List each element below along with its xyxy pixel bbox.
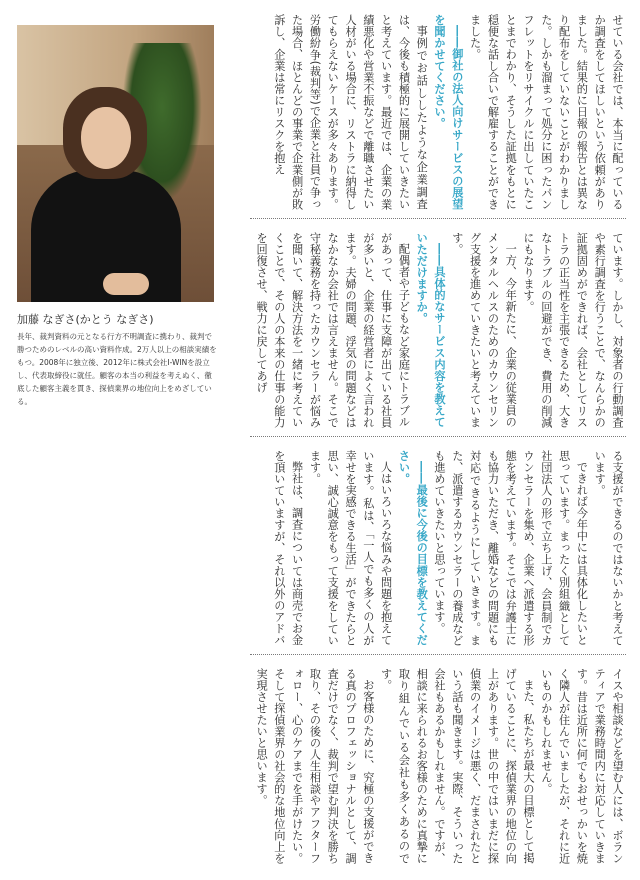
band-separator — [250, 436, 626, 437]
band-separator — [250, 218, 626, 219]
paragraph: 人はいろいろな悩みや問題を抱えています。私は、「一人でも多くの人が幸せを実感できる生活」ができたらと思い、誠心誠意をもって支援をしています。 — [308, 450, 393, 646]
section-heading: ――具体的なサービス内容を教えていただけますか。 — [415, 232, 447, 428]
text-band-3 — [250, 450, 626, 646]
text-band-4 — [250, 668, 626, 864]
paragraph: また、私たちが最大の目標として掲げていることに、探偵業界の地位の向上があります。世の中ではいまだに探偵業のイメージは悪く、だまされたという話も聞きます。実際、そういった会社もあるかもしれません。ですが、相談に来られるお客様のために真摯に取り組んでいる会社も多くあるのです。 — [379, 668, 536, 864]
vertical-text-block — [250, 14, 626, 210]
portrait-photo — [17, 25, 214, 302]
section-heading: ――最後に今後の目標を教えてください。 — [397, 450, 429, 646]
text-band-1 — [250, 14, 626, 210]
photo-person-face — [81, 107, 131, 169]
paragraph: 弊社は、調査については商売でお金を頂いていますが、それ以外のアドバ — [272, 450, 304, 646]
paragraph: 一方、今年新たに、企業の従業員のメンタルヘルスのためのカウンセリング支援を進めていきたいと考えています。 — [450, 232, 518, 428]
paragraph: イスや相談などを望む人には、ボランティアで業務時間内に対応していきます。昔は近所に何でもおせっかいを焼く隣人が住んでいましたが、それに近いものかもしれません。 — [539, 668, 624, 864]
text-band-2 — [250, 232, 626, 428]
paragraph: ています。しかし、対象者の行動調査や素行調査を行うことで、なんらかの証拠固めができれば、会社としてリストラの正当性を主張できるため、大きなトラブルの回避ができ、費用の削減にもなります。 — [522, 232, 624, 428]
section-heading: ――御社の法人向けサービスの展望を聞かせてください。 — [433, 14, 464, 210]
paragraph: 事例でお話ししたような企業調査は、今後も積極的に展開していきたいと考えています。最近では、企業の業績悪化や営業不振などで離職させたい人材がいる場合に、リストラに納得してもらえないケースが多々あります。労働紛争(裁判等)で企業と社員で争った場合、ほとんどの事業で企業側が敗訴し、企業は常にリスクを抱え — [272, 14, 429, 210]
paragraph: る支援ができるのではないかと考えています。 — [593, 450, 624, 646]
vertical-text-block — [250, 232, 626, 428]
photo-person-hands — [103, 273, 149, 295]
paragraph: できれば今年中には具体化したいと思っています。まったく別組織として社団法人の形で立ち上げ、会員制でカウンセラーを集め、企業へ派遣する形態を考えています。そこでは弁護士にも協力いただき、離婚などの問題にも対応できるようにしていきます。また、派遣するカウンセラーの養成なども進めていきたいと思っています。 — [433, 450, 589, 646]
vertical-text-block — [250, 450, 626, 646]
band-separator — [250, 654, 626, 655]
vertical-text-block — [250, 668, 626, 864]
paragraph: 配偶者や子どもなど家庭にトラブルがあって、仕事に支障が出ている社員が多いと、企業の経営者によく言われます。夫婦の問題、浮気の問題などはなかなか会社では言えません。そこで守秘義務を持ったカウンセラーが悩みを聞いて、解決方法を一緒に考えていくことで、その人の本来の仕事の能力を回復させ、戦力に戻してあげ — [255, 232, 411, 428]
paragraph: お客様のために、究極の支援ができる真のプロフェッショナルとして、調査だけでなく、裁判で望む判決を勝ち取り、その後の人生相談やアフターフォロー、心のケアまでを手がけたい。そして探偵業界の社会的な地位向上を実現させたいと思います。 — [255, 668, 375, 864]
caption-bio: 長年、裁判資料の元となる行方不明調査に携わり、裁判で勝つためのレベルの高い資料作成。2万人以上の相談実績をもつ。2008年に独立後、2012年に株式会社I-WINを設立し、代表取締役に就任。顧客の本当の利益を考えぬく、徹底した顧客主義を貫き、探偵業界の地位向上をめざしている。 — [17, 332, 217, 406]
paragraph: せている会社では、本当に配っているか調査をしてほしいという依頼がありました。結果的に日報の報告とは異なり配布をしていないことがわかりました。しかも溜まって処分に困ったパンフレットをリサイクルに出していたことまでわかり、そうした証拠をもとに穏便な話し合いで解雇することができました。 — [468, 14, 624, 210]
caption-name: 加藤 なぎさ(かとう なぎさ) — [17, 313, 154, 326]
